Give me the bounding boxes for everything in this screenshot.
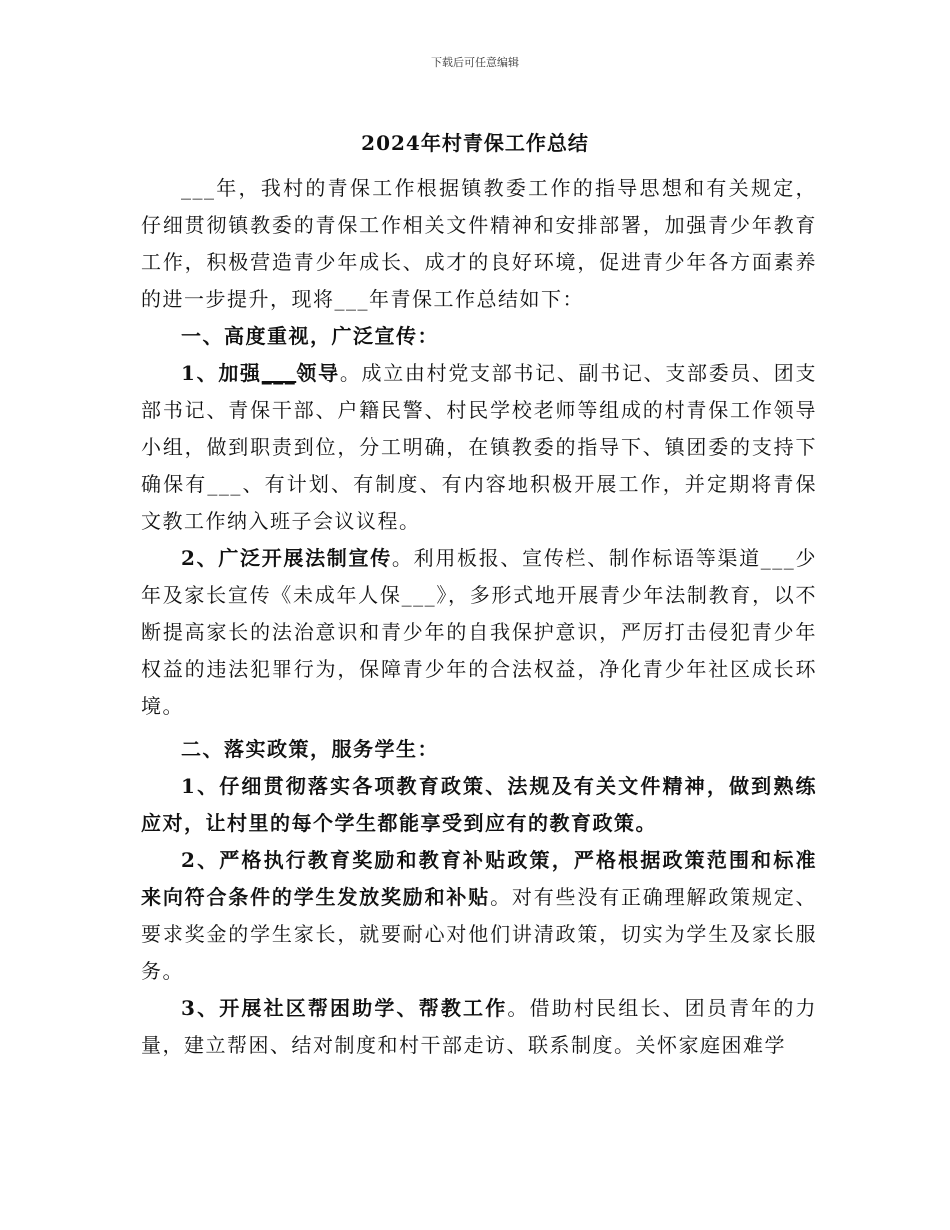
section2-item3-lead: 3、开展社区帮困助学、帮教工作 [181, 996, 508, 1020]
section1-item1-text: 。成立由村党支部书记、副书记、支部委员、团支部书记、青保干部、户籍民警、村民学校老师等组成的村青保工作领导小组，做到职责到位，分工明确，在镇教委的指导下、镇团委的支持下确保有___、有计划、有制度、有内容地积极开展工作，并定期将青保文教工作纳入班子会议议程。 [141, 361, 818, 533]
section1-heading: 一、高度重视，广泛宣传： [181, 324, 439, 348]
section1-item2 [141, 540, 817, 725]
section2-item2-text: 。对有些没有正确理解政策规定、要求奖金的学生家长，就要耐心对他们讲清政策，切实为学生及家长服务。 [141, 885, 818, 983]
section2-item3 [141, 990, 817, 1064]
section1-item1-lead-end: 领导 [296, 361, 340, 385]
section2-item2 [141, 842, 817, 990]
section1-item2-lead: 2、广泛开展法制宣传 [181, 546, 392, 570]
section2-item1: 1、仔细贯彻落实各项教育政策、法规及有关文件精神，做到熟练应对，让村里的每个学生都能享受到应有的教育政策。 [141, 774, 817, 835]
section2-item3-text: 。借助村民组长、团员青年的力量，建立帮困、结对制度和村干部走访、联系制度。关怀家庭困难学 [141, 996, 818, 1057]
section1-item1-blank: ___ [261, 361, 297, 385]
section1-item2-text: 。利用板报、宣传栏、制作标语等渠道___少年及家长宣传《未成年人保___》，多形式地开展青少年法制教育，以不断提高家长的法治意识和青少年的自我保护意识，严厉打击侵犯青少年权益的违法犯罪行为，保障青少年的合法权益，净化青少年社区成长环境。 [141, 546, 818, 718]
intro-paragraph: ___年，我村的青保工作根据镇教委工作的指导思想和有关规定，仔细贯彻镇教委的青保工作相关文件精神和安排部署，加强青少年教育工作，积极营造青少年成长、成才的良好环境，促进青少年各方面素养的进一步提升，现将___年青保工作总结如下： [141, 176, 817, 311]
document-title: 2024年村青保工作总结 [361, 131, 589, 155]
section1-item1-lead: 1、加强 [181, 361, 262, 385]
page-header-note: 下载后可任意编辑 [431, 56, 519, 69]
section2-item2-lead: 2、严格执行教育奖励和教育补贴政策，严格根据政策范围和标准来向符合条件的学生发放奖励和补贴 [141, 848, 817, 909]
document-body [141, 170, 817, 1064]
section1-item1 [141, 355, 817, 540]
section2-heading: 二、落实政策，服务学生： [181, 737, 439, 761]
